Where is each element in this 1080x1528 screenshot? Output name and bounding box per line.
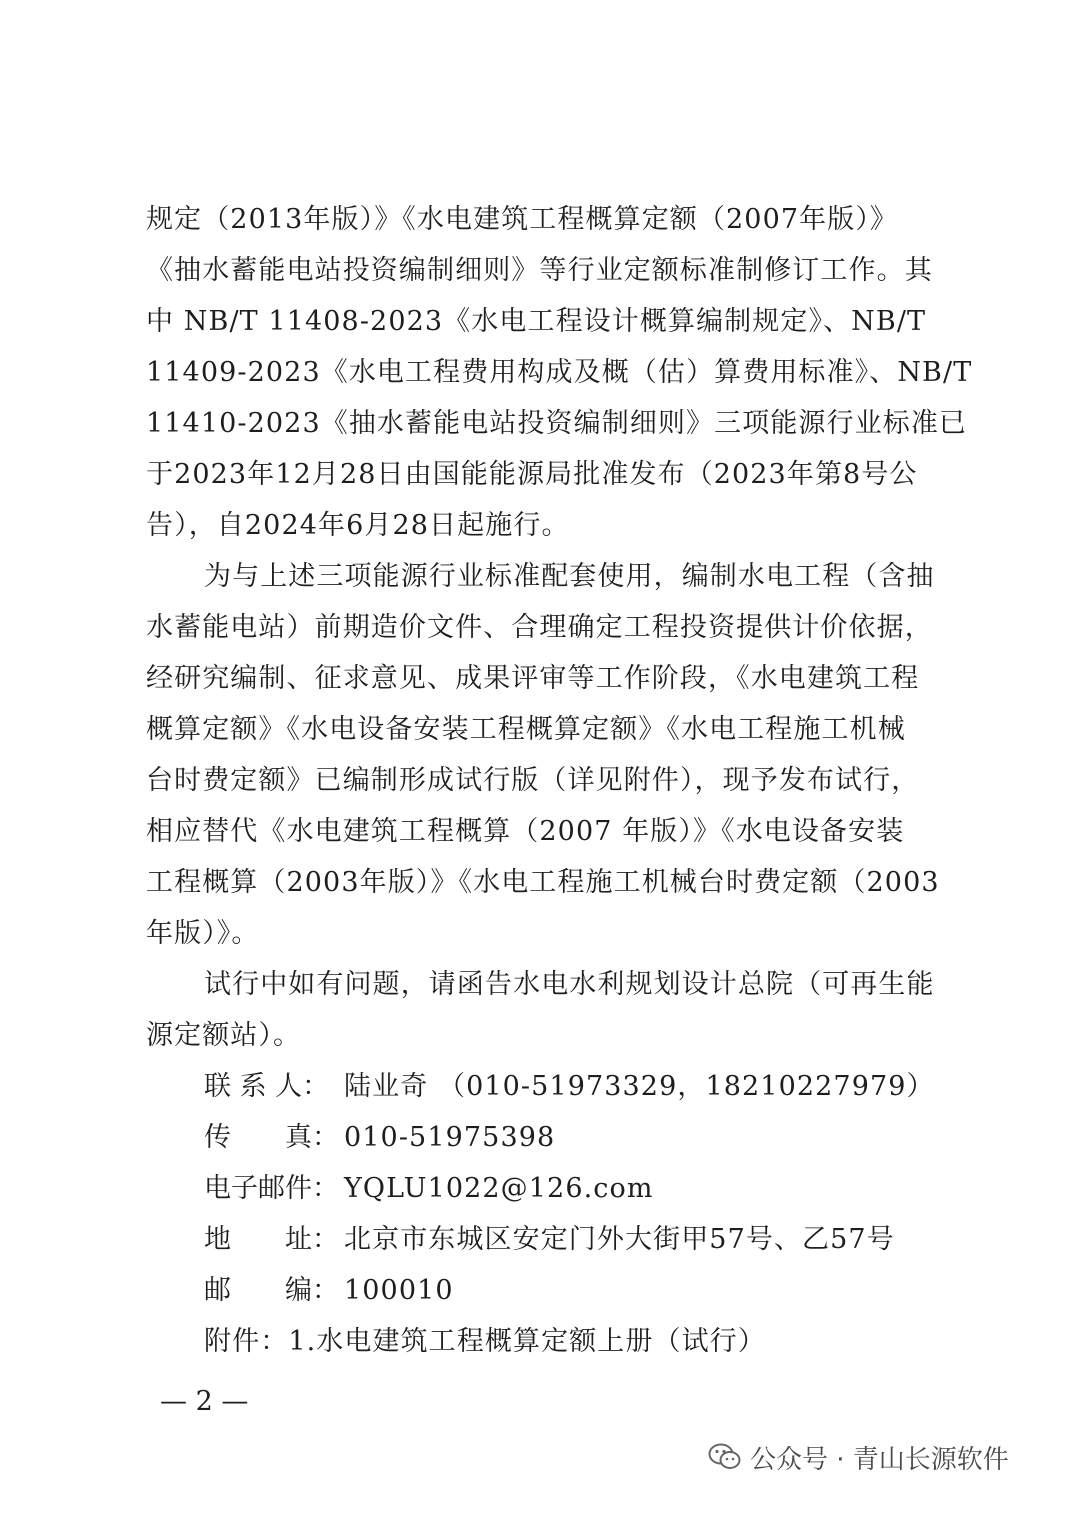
email-value: YQLU1022@126.com [344,1173,654,1204]
paragraph-1-line-5: 11410-2023《抽水蓄能电站投资编制细则》三项能源行业标准已 [146,408,968,439]
paragraph-2-line-1: 为与上述三项能源行业标准配套使用，编制水电工程（含抽 [204,561,935,592]
paragraph-2-line-2: 水蓄能电站）前期造价文件、合理确定工程投资提供计价依据， [146,612,933,643]
paragraph-1-line-6: 于2023年12月28日由国能能源局批准发布（2023年第8号公 [146,459,918,490]
paragraph-1-line-1: 规定（2013年版）》《水电建筑工程概算定额（2007年版）》 [146,204,899,235]
paragraph-1-line-2: 《抽水蓄能电站投资编制细则》等行业定额标准制修订工作。其 [146,255,933,286]
attachment-label: 附件： [204,1326,289,1357]
postcode-row [204,1273,454,1309]
wechat-icon [708,1442,742,1472]
paragraph-3-line-1: 试行中如有问题，请函告水电水利规划设计总院（可再生能 [204,969,935,1000]
email-label: 电子邮件： [204,1173,339,1204]
address-label: 地 址： [204,1224,339,1255]
email-row [204,1171,654,1207]
contact-person-label: 联 系 人： [204,1071,330,1102]
fax-value: 010-51975398 [344,1122,556,1153]
paragraph-1-line-7: 告），自2024年6月28日起施行。 [146,510,570,541]
paragraph-2-line-5: 台时费定额》已编制形成试行版（详见附件），现予发布试行， [146,765,920,796]
watermark [708,1437,1009,1477]
fax-row [204,1120,555,1156]
paragraph-2-line-8: 年版）》。 [146,918,260,949]
paragraph-3-line-2: 源定额站）。 [146,1020,302,1051]
address-row [204,1222,895,1258]
fax-label: 传 真： [204,1122,339,1153]
page-number: — 2 — [160,1386,249,1417]
attachment-value: 1.水电建筑工程概算定额上册（试行） [288,1326,766,1357]
postcode-value: 100010 [344,1275,454,1306]
attachment-row [204,1324,766,1360]
contact-person-value: 陆业奇 （010-51973329，18210227979） [344,1071,935,1102]
paragraph-1-line-4: 11409-2023《水电工程费用构成及概（估）算费用标准》、NB/T [146,357,973,388]
paragraph-2-line-6: 相应替代《水电建筑工程概算（2007 年版）》《水电设备安装 [146,816,905,847]
watermark-text: 公众号 · 青山长源软件 [750,1444,1009,1475]
contact-person-row [204,1069,935,1105]
paragraph-1-line-3: 中 NB/T 11408-2023《水电工程设计概算编制规定》、NB/T [146,306,927,337]
postcode-label: 邮 编： [204,1275,339,1306]
address-value: 北京市东城区安定门外大街甲57号、乙57号 [344,1224,895,1255]
paragraph-2-line-3: 经研究编制、征求意见、成果评审等工作阶段，《水电建筑工程 [146,663,920,694]
paragraph-2-line-4: 概算定额》《水电设备安装工程概算定额》《水电工程施工机械 [146,714,906,745]
paragraph-2-line-7: 工程概算（2003年版）》《水电工程施工机械台时费定额（2003 [146,867,940,898]
